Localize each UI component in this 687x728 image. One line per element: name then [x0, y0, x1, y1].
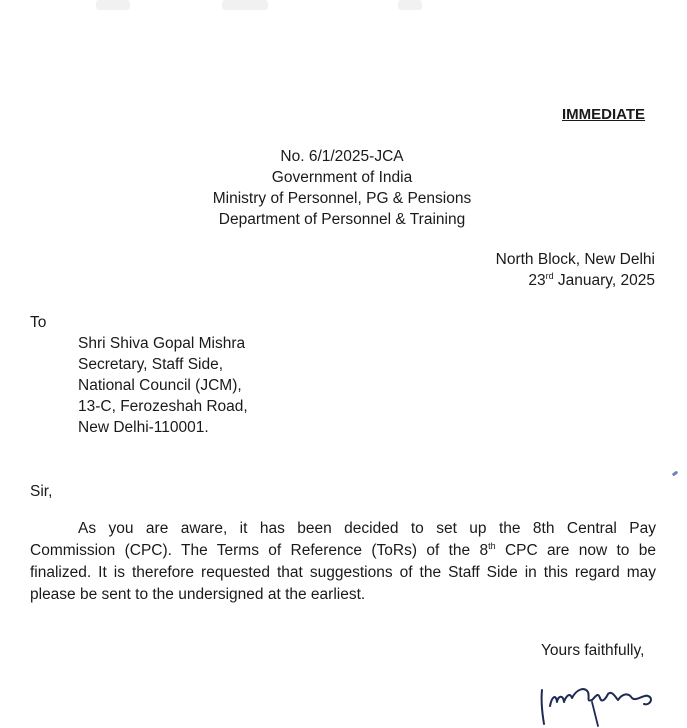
date-day: 23 — [528, 272, 546, 289]
signature-image — [536, 672, 676, 728]
salutation: Sir, — [30, 483, 53, 500]
body-paragraph — [30, 518, 656, 606]
recipient-city: New Delhi-110001. — [78, 419, 209, 436]
government-line: Government of India — [271, 169, 413, 186]
department-line: Department of Personnel & Training — [218, 211, 466, 228]
recipient-designation: Secretary, Staff Side, — [78, 356, 224, 373]
scan-artifact — [222, 0, 268, 10]
ministry-line: Ministry of Personnel, PG & Pensions — [212, 190, 472, 207]
to-label: To — [30, 314, 47, 331]
body-line: please be sent to the undersigned at the earliest. — [30, 586, 366, 603]
body-line: Commission (CPC). The Terms of Reference (ToRs) of the 8th CPC are now to be — [30, 540, 656, 559]
scan-artifact — [96, 0, 130, 10]
date-day-suffix: rd — [545, 270, 554, 281]
priority-label: IMMEDIATE — [562, 106, 646, 123]
recipient-street: 13-C, Ferozeshah Road, — [78, 398, 248, 415]
recipient-organisation: National Council (JCM), — [78, 377, 242, 394]
place-line: North Block, New Delhi — [495, 251, 655, 268]
date-month-year: January, 2025 — [553, 272, 655, 289]
closing-line: Yours faithfully, — [541, 642, 645, 659]
body-line: As you are aware, it has been decided to set up the 8th Central Pay — [78, 520, 656, 537]
recipient-name: Shri Shiva Gopal Mishra — [78, 335, 246, 352]
scan-artifact — [398, 0, 422, 10]
date-line — [528, 271, 655, 291]
pen-mark — [672, 471, 679, 477]
body-line: finalized. It is therefore requested that suggestions of the Staff Side in this regard may — [30, 564, 656, 581]
file-number: No. 6/1/2025-JCA — [280, 148, 404, 165]
